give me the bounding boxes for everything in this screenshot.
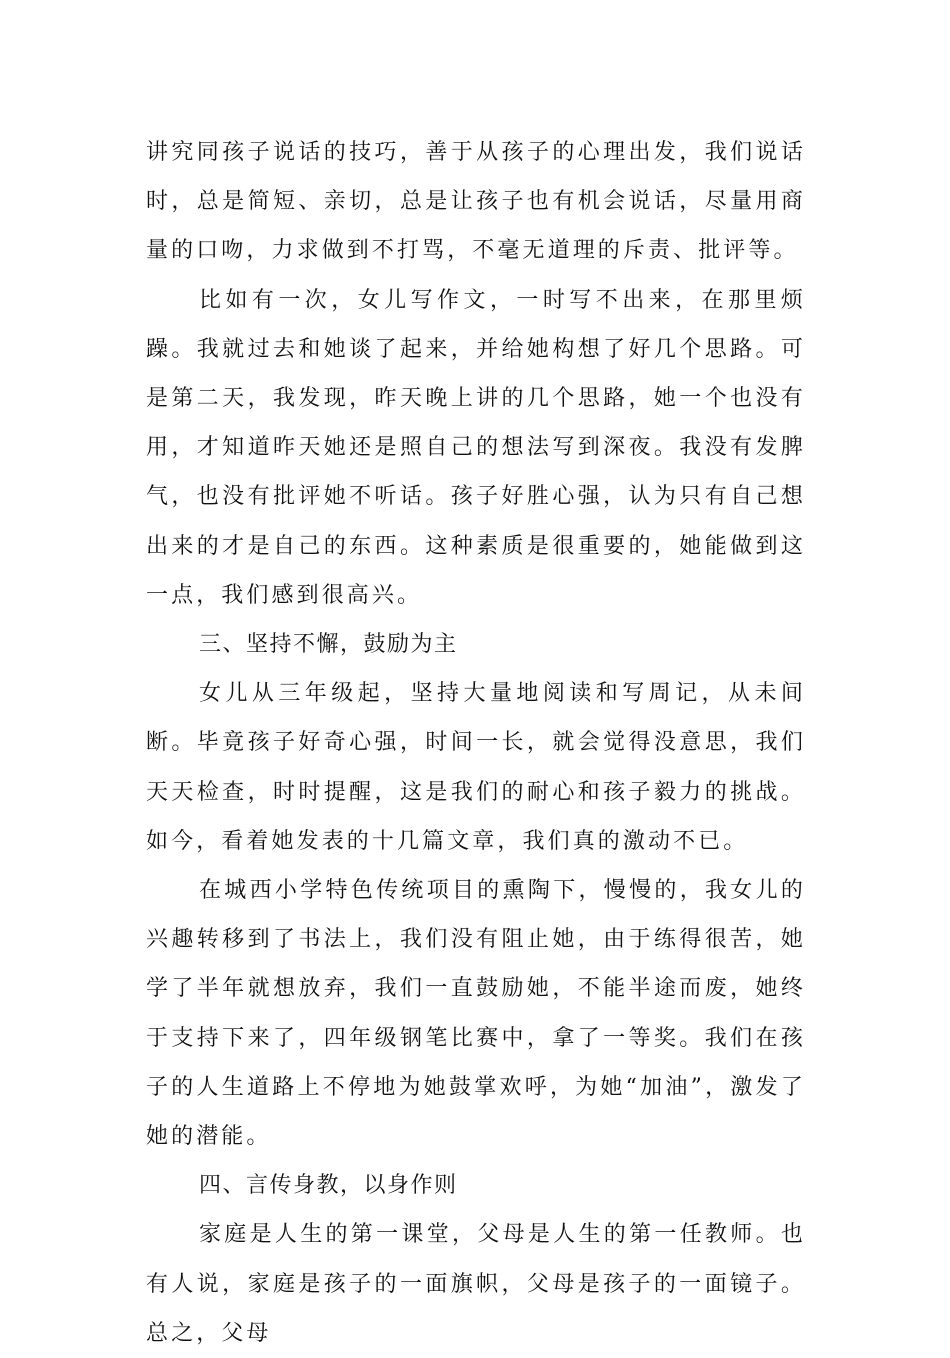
section-heading-4: 四、言传身教，以身作则: [199, 1173, 458, 1199]
document-body: [146, 128, 806, 1358]
paragraph-reading-habit: 女儿从三年级起，坚持大量地阅读和写周记，从未间断。毕竟孩子好奇心强，时间一长，就会觉得没意思，我们天天检查，时时提醒，这是我们的耐心和孩子毅力的挑战。如今，看着她发表的十几篇文章，我们真的激动不已。: [146, 681, 806, 854]
paragraph-calligraphy: 在城西小学特色传统项目的熏陶下，慢慢的，我女儿的兴趣转移到了书法上，我们没有阻止她，由于练得很苦，她学了半年就想放弃，我们一直鼓励她，不能半途而废，她终于支持下来了，四年级钢笔比赛中，拿了一等奖。我们在孩子的人生道路上不停地为她鼓掌欢呼，为她“加油”，激发了她的潜能。: [146, 878, 806, 1150]
section-heading-3: 三、坚持不懈，鼓励为主: [199, 632, 458, 658]
paragraph-essay-example: 比如有一次，女儿写作文，一时写不出来，在那里烦躁。我就过去和她谈了起来，并给她构想了好几个思路。可是第二天，我发现，昨天晚上讲的几个思路，她一个也没有用，才知道昨天她还是照自己的想法写到深夜。我没有发脾气，也没有批评她不听话。孩子好胜心强，认为只有自己想出来的才是自己的东西。这种素质是很重要的，她能做到这一点，我们感到很高兴。: [146, 287, 806, 608]
paragraph-family-classroom: 家庭是人生的第一课堂，父母是人生的第一任教师。也有人说，家庭是孩子的一面旗帜，父母是孩子的一面镜子。总之，父母: [146, 1222, 806, 1346]
paragraph-continuation: 讲究同孩子说话的技巧，善于从孩子的心理出发，我们说话时，总是简短、亲切，总是让孩子也有机会说话，尽量用商量的口吻，力求做到不打骂，不毫无道理的斥责、批评等。: [146, 140, 806, 264]
